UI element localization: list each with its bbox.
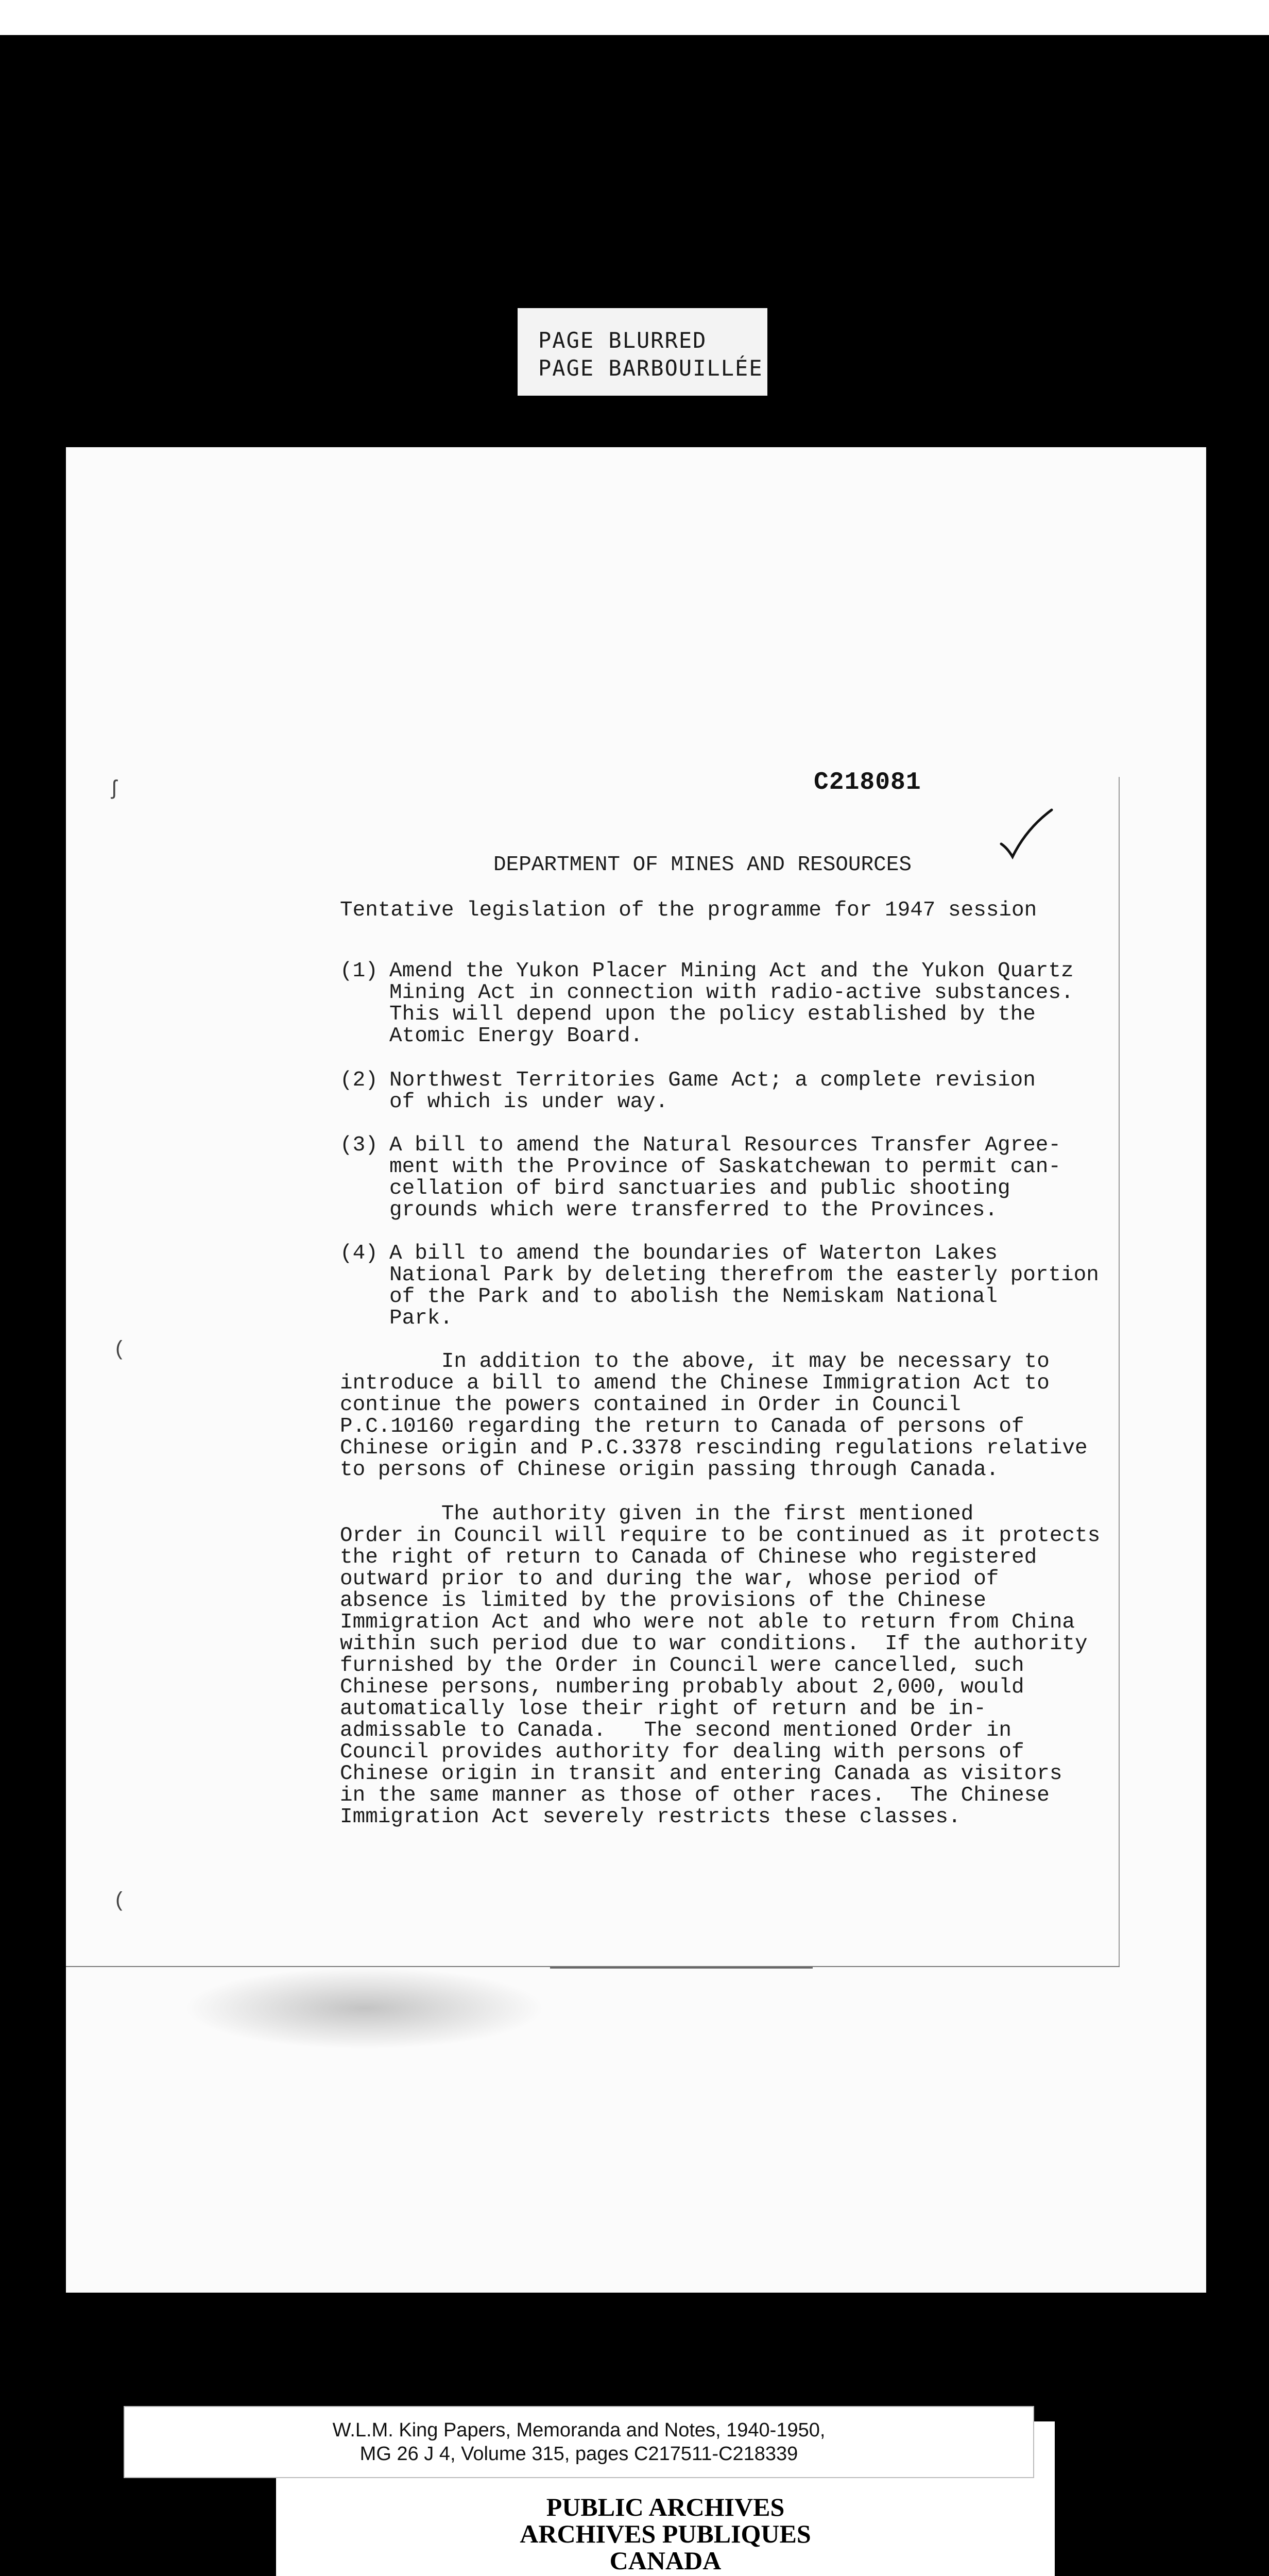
archive-name-english: PUBLIC ARCHIVES <box>546 2493 785 2521</box>
archive-name-stamp <box>276 2494 1055 2574</box>
archive-reference-line: MG 26 J 4, Volume 315, pages C217511-C218339 <box>359 2443 798 2465</box>
scan-smudge <box>184 1967 545 2049</box>
page-bottom-rule <box>550 1967 813 1969</box>
document-number: C218081 <box>814 769 921 796</box>
archive-reference <box>124 2406 1034 2478</box>
page-fold-edge <box>1119 777 1120 1967</box>
margin-paren-mark: ( <box>113 1338 126 1362</box>
page-blurred-label <box>518 308 767 396</box>
document-page <box>66 447 1206 2293</box>
department-heading: DEPARTMENT OF MINES AND RESOURCES <box>493 853 912 877</box>
item-number: (1) <box>340 959 378 983</box>
margin-paren-mark-lower: ( <box>113 1890 126 1913</box>
binding-mark: ʃ <box>108 778 121 801</box>
item-number: (3) <box>340 1133 378 1157</box>
archive-reference-line: W.L.M. King Papers, Memoranda and Notes, 1940-1950, <box>332 2419 826 2441</box>
top-white-strip <box>0 0 1269 35</box>
paragraph-order-in-council-authority: The authority given in the first mentioned Order in Council will require to be continued as it protects the right of return to Canada of Chinese who registered outward prior to and during the war, whose period of absence is limited by the provisions of the Chinese Immigration Act and who were not able to return from China within such period due to war conditions. If the authority furnished by the Order in Council were cancelled, such Chinese persons, numbering probably about 2,000, would automatically lose their right of return and be in- admissable to Canada. The second mentioned Order in Council provides authority for dealing with persons of Chinese origin in transit and entering Canada as visitors in the same manner as those of other races. The Chinese Immigration Act severely restricts these classes. <box>340 1502 1101 1829</box>
item-text: Amend the Yukon Placer Mining Act and the Yukon Quartz Mining Act in connection with radio-active substances. This will depend upon the policy established by the Atomic Energy Board. <box>389 959 1074 1048</box>
paragraph-chinese-immigration-act: In addition to the above, it may be necessary to introduce a bill to amend the Chinese Immigration Act to continue the powers contained in Order in Council P.C.10160 regarding the return to Canada of persons of Chinese origin and P.C.3378 rescinding regulations relative to persons of Chinese origin passing through Canada. <box>340 1350 1088 1482</box>
item-text: Northwest Territories Game Act; a complete revision of which is under way. <box>389 1069 1036 1114</box>
session-subtitle: Tentative legislation of the programme for 1947 session <box>340 899 1037 922</box>
checkmark-icon <box>998 808 1055 859</box>
archive-name-country: CANADA <box>609 2546 722 2575</box>
item-text: A bill to amend the Natural Resources Transfer Agree- ment with the Province of Saskatchewan to permit can- cellation of bird sanctuaries and public shooting grounds which were transferred to the Provinces. <box>389 1133 1061 1222</box>
item-number: (2) <box>340 1069 378 1092</box>
blur-label-english: PAGE BLURRED <box>538 328 707 353</box>
item-text: A bill to amend the boundaries of Waterton Lakes National Park by deleting therefrom the easterly portion of the Park and to abolish the Nemiskam National Park. <box>389 1242 1099 1330</box>
archive-name-french: ARCHIVES PUBLIQUES <box>520 2519 811 2548</box>
item-number: (4) <box>340 1242 378 1265</box>
blur-label-french: PAGE BARBOUILLÉE <box>538 355 763 381</box>
